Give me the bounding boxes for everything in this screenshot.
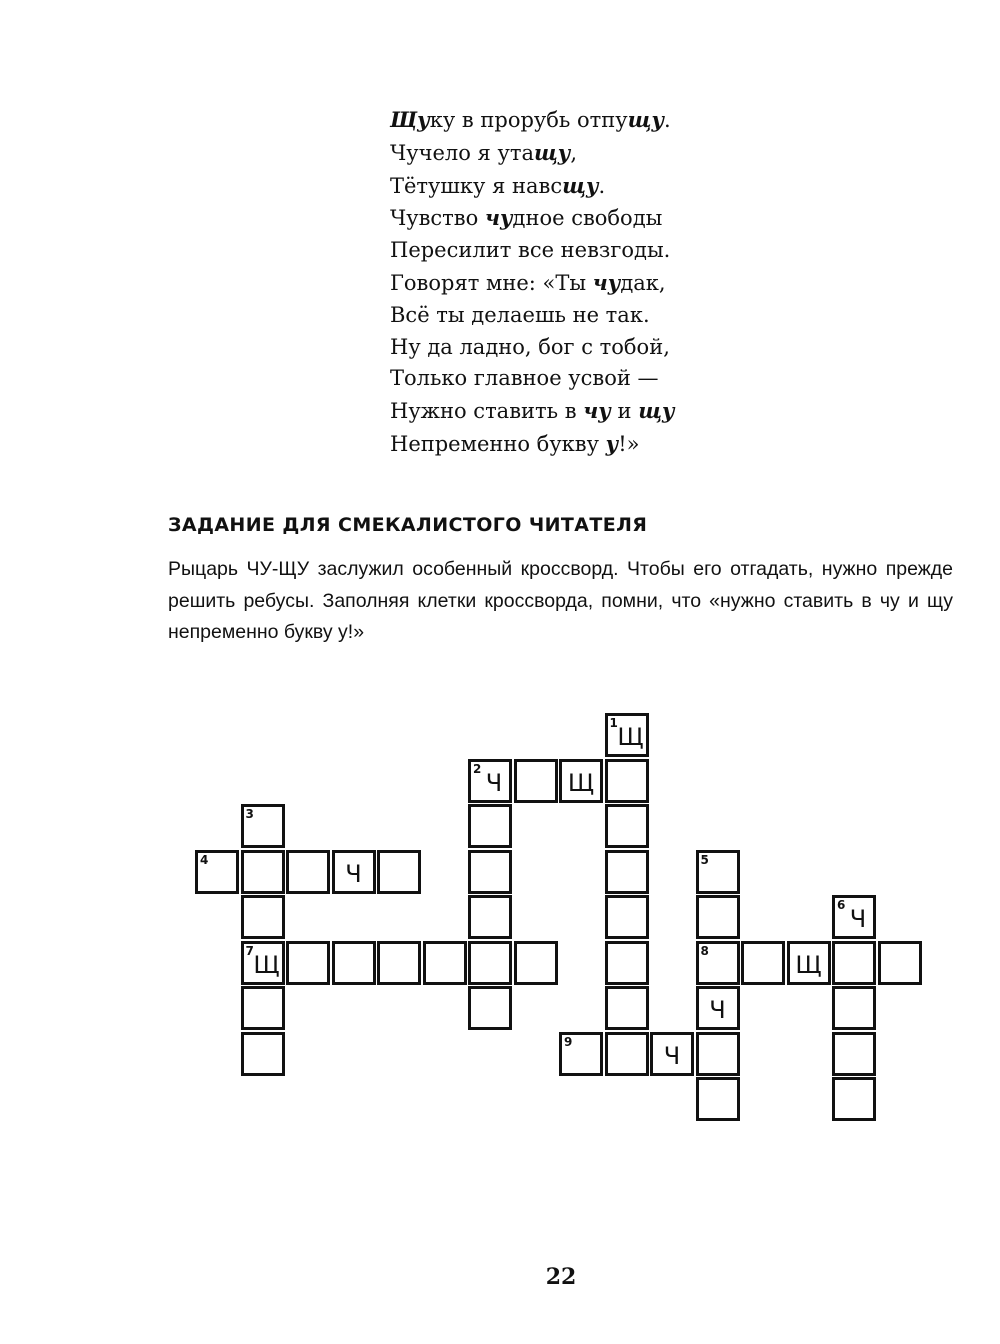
poem-line [390,300,675,332]
clue-number: 4 [200,852,209,867]
poem [390,104,675,461]
crossword-cell[interactable] [605,986,649,1030]
crossword-cell[interactable] [832,1032,876,1076]
crossword-cell[interactable] [605,895,649,939]
poem-text: !» [618,431,640,456]
cell-letter: Ч [663,1041,681,1070]
poem-line [390,267,675,300]
crossword-cell[interactable] [696,895,740,939]
task-title: ЗАДАНИЕ ДЛЯ СМЕКАЛИСТОГО ЧИТАТЕЛЯ [168,514,648,536]
clue-number: 5 [700,852,709,867]
poem-text: Тётушку я навс [390,173,563,198]
cell-letter: Щ [795,950,822,979]
crossword-cell[interactable] [377,850,421,894]
poem-text: Непременно букву [390,431,606,456]
crossword-cell[interactable] [832,1077,876,1121]
clue-number: 7 [245,943,254,958]
poem-line [390,137,675,170]
crossword-cell[interactable] [605,1032,649,1076]
crossword-cell[interactable] [605,759,649,803]
crossword-cell[interactable] [832,895,876,939]
poem-text: Только главное усвой — [390,366,659,391]
crossword-cell[interactable] [241,850,285,894]
crossword-cell[interactable] [423,941,467,985]
poem-emphasis: щу [638,398,675,424]
crossword-cell[interactable] [832,986,876,1030]
poem-line [390,104,675,137]
cell-letter: Щ [567,768,595,797]
crossword-cell[interactable] [468,759,512,803]
clue-number: 2 [473,761,482,776]
crossword-cell[interactable] [241,804,285,848]
crossword-cell[interactable] [696,1077,740,1121]
crossword-cell[interactable] [332,941,376,985]
crossword-cell[interactable] [832,941,876,985]
poem-line [390,363,675,395]
poem-text: Ну да ладно, бог с тобой, [390,334,670,359]
crossword-cell[interactable] [559,759,603,803]
poem-text: Говорят мне: «Ты [390,270,593,295]
poem-emphasis: у [605,430,619,456]
crossword-cell[interactable] [514,941,558,985]
crossword-cell[interactable] [605,941,649,985]
crossword-cell[interactable] [241,941,285,985]
poem-line [390,170,675,203]
crossword-cell[interactable] [241,1032,285,1076]
cell-letter: Ч [485,768,503,797]
poem-text: и [610,399,639,424]
poem-text: ку в прорубь отпу [429,108,628,132]
crossword-cell[interactable] [241,986,285,1030]
poem-text: дное свободы [512,206,663,231]
crossword-cell[interactable] [559,1032,603,1076]
poem-text: Нужно ставить в [390,399,584,424]
crossword-cell[interactable] [241,895,285,939]
page-number: 22 [545,1264,577,1290]
poem-emphasis: чу [484,205,513,231]
clue-number: 6 [837,898,846,912]
poem-line [390,332,675,364]
crossword-cell[interactable] [514,759,558,803]
poem-line [390,235,675,267]
poem-line [390,202,675,235]
poem-text: . [598,173,606,198]
poem-text: Всё ты делаешь не так. [390,302,650,327]
crossword-cell[interactable] [286,941,330,985]
clue-number: 1 [609,716,618,730]
crossword-cell[interactable] [468,804,512,848]
clue-number: 3 [245,807,254,821]
cell-letter: Щ [617,723,644,751]
poem-text: . [664,108,671,132]
cell-letter: Ч [345,859,362,888]
crossword-cell[interactable] [696,850,740,894]
poem-text: Чучело я ута [390,140,534,165]
poem-line [390,428,675,461]
crossword-cell[interactable] [741,941,785,985]
poem-emphasis: щу [533,139,571,165]
poem-line [390,395,675,428]
poem-emphasis: чу [592,269,621,295]
crossword-cell[interactable] [377,941,421,985]
poem-text: Пересилит все невзгоды. [390,238,671,263]
crossword-cell[interactable] [468,850,512,894]
crossword-cell[interactable] [286,850,330,894]
crossword-cell[interactable] [195,850,239,894]
crossword-cell[interactable] [332,850,376,894]
cell-letter: Ч [849,905,867,933]
crossword-cell[interactable] [696,986,740,1030]
crossword-cell[interactable] [605,850,649,894]
crossword-cell[interactable] [696,1032,740,1076]
cell-letter: Ч [709,996,726,1024]
crossword-cell[interactable] [605,713,649,757]
task-description: Рыцарь ЧУ-ЩУ заслужил особенный кроссворд. Чтобы его отгадать, нужно прежде решить ребусы. Заполняя клетки кроссворда, помни, что «нужно ставить в чу и щу непременно букву у!» [168,558,953,643]
crossword-cell[interactable] [468,895,512,939]
crossword-cell[interactable] [468,986,512,1030]
crossword-cell[interactable] [605,804,649,848]
poem-emphasis: чу [583,398,611,424]
poem-text: дак, [620,270,666,295]
crossword-cell[interactable] [787,941,831,985]
clue-number: 8 [700,943,709,958]
clue-number: 9 [564,1034,573,1049]
crossword-cell[interactable] [696,941,740,985]
poem-emphasis: Щу [390,107,430,132]
crossword-cell[interactable] [878,941,922,985]
crossword-cell[interactable] [650,1032,694,1076]
poem-emphasis: щу [627,107,665,132]
cell-letter: Щ [253,950,280,979]
poem-text: Чувство [390,206,485,231]
poem-emphasis: щу [562,172,599,198]
poem-text: , [570,140,578,165]
crossword-cell[interactable] [468,941,512,985]
